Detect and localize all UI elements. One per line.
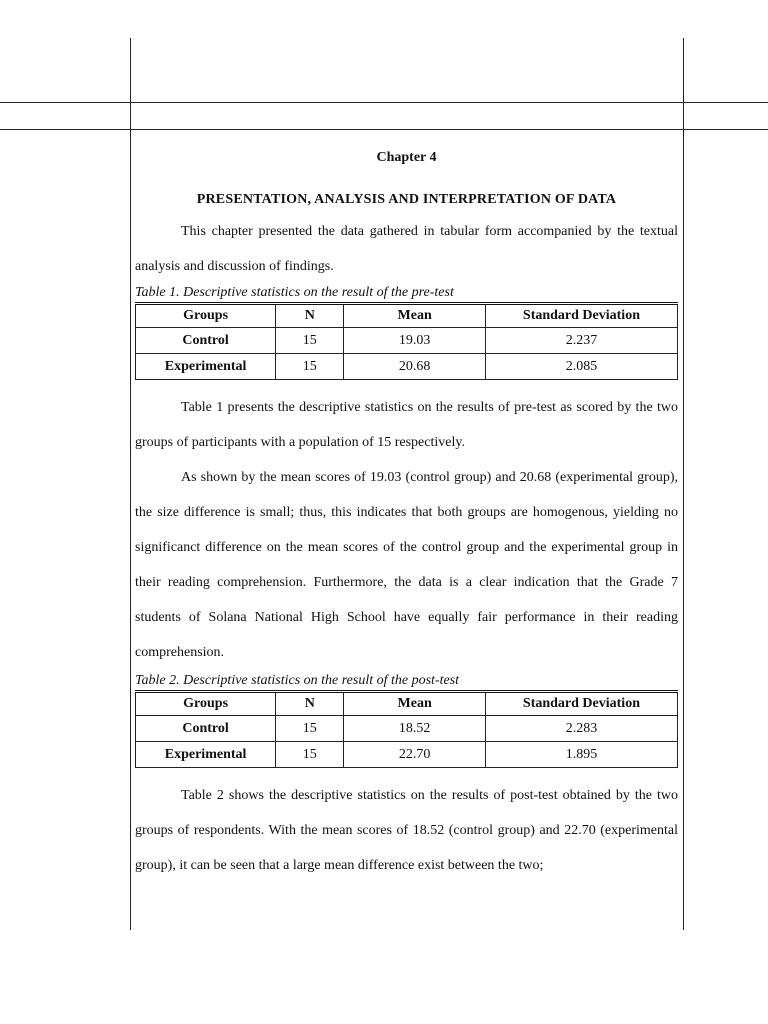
table-cell-mean: 22.70 [344,742,485,768]
table-header-row [136,692,678,716]
page-margin-left-line [130,38,131,930]
table-row [136,328,678,354]
header-rule-bottom [0,129,768,130]
table1-caption: Table 1. Descriptive statistics on the result of the pre-test [135,285,454,300]
table-row [136,354,678,380]
table-cell-sd: 2.237 [485,328,677,354]
table-cell-mean: 20.68 [344,354,485,380]
header-rule-top [0,102,768,103]
column-header: Standard Deviation [485,692,677,716]
table-cell-n: 15 [276,354,344,380]
table-header-row [136,304,678,328]
table-cell-mean: 18.52 [344,716,485,742]
table1-discussion-paragraph: Table 1 presents the descriptive statistics on the results of pre-test as scored by the two groups of participants with a population of 15 respectively. [135,400,678,450]
document-page [135,140,678,883]
table-cell-group: Control [136,328,276,354]
chapter-title: Chapter 4 [376,150,437,165]
table-cell-group: Experimental [136,354,276,380]
column-header: N [276,692,344,716]
table2-caption: Table 2. Descriptive statistics on the result of the post-test [135,673,460,688]
column-header: Mean [344,692,485,716]
column-header: Standard Deviation [485,304,677,328]
table-cell-n: 15 [276,716,344,742]
table-cell-mean: 19.03 [344,328,485,354]
page-margin-right-line [683,38,684,930]
table-cell-group: Control [136,716,276,742]
table2-discussion-paragraph: Table 2 shows the descriptive statistics on the results of post-test obtained by the two groups of respondents. With the mean scores of 18.52 (control group) and 22.70 (experimental group), it can be seen that a large mean difference exist between the two; [135,788,678,873]
table-cell-n: 15 [276,742,344,768]
column-header: Mean [344,304,485,328]
chapter-heading: PRESENTATION, ANALYSIS AND INTERPRETATION OF DATA [196,192,617,207]
table-row [136,716,678,742]
table-cell-sd: 2.283 [485,716,677,742]
table-cell-group: Experimental [136,742,276,768]
column-header: Groups [136,304,276,328]
table1-pretest-statistics [135,302,678,380]
table-cell-sd: 2.085 [485,354,677,380]
table2-posttest-statistics [135,690,678,768]
table-cell-n: 15 [276,328,344,354]
column-header: N [276,304,344,328]
table1-analysis-paragraph: As shown by the mean scores of 19.03 (control group) and 20.68 (experimental group), the size difference is small; thus, this indicates that both groups are homogenous, yielding no significanct difference on the mean scores of the control group and the experimental group in their reading comprehension. Furthermore, the data is a clear indication that the Grade 7 students of Solana National High School have equally fair performance in their reading comprehension. [135,470,678,660]
table-cell-sd: 1.895 [485,742,677,768]
intro-paragraph: This chapter presented the data gathered in tabular form accompanied by the textual analysis and discussion of findings. [135,224,678,274]
column-header: Groups [136,692,276,716]
table-row [136,742,678,768]
